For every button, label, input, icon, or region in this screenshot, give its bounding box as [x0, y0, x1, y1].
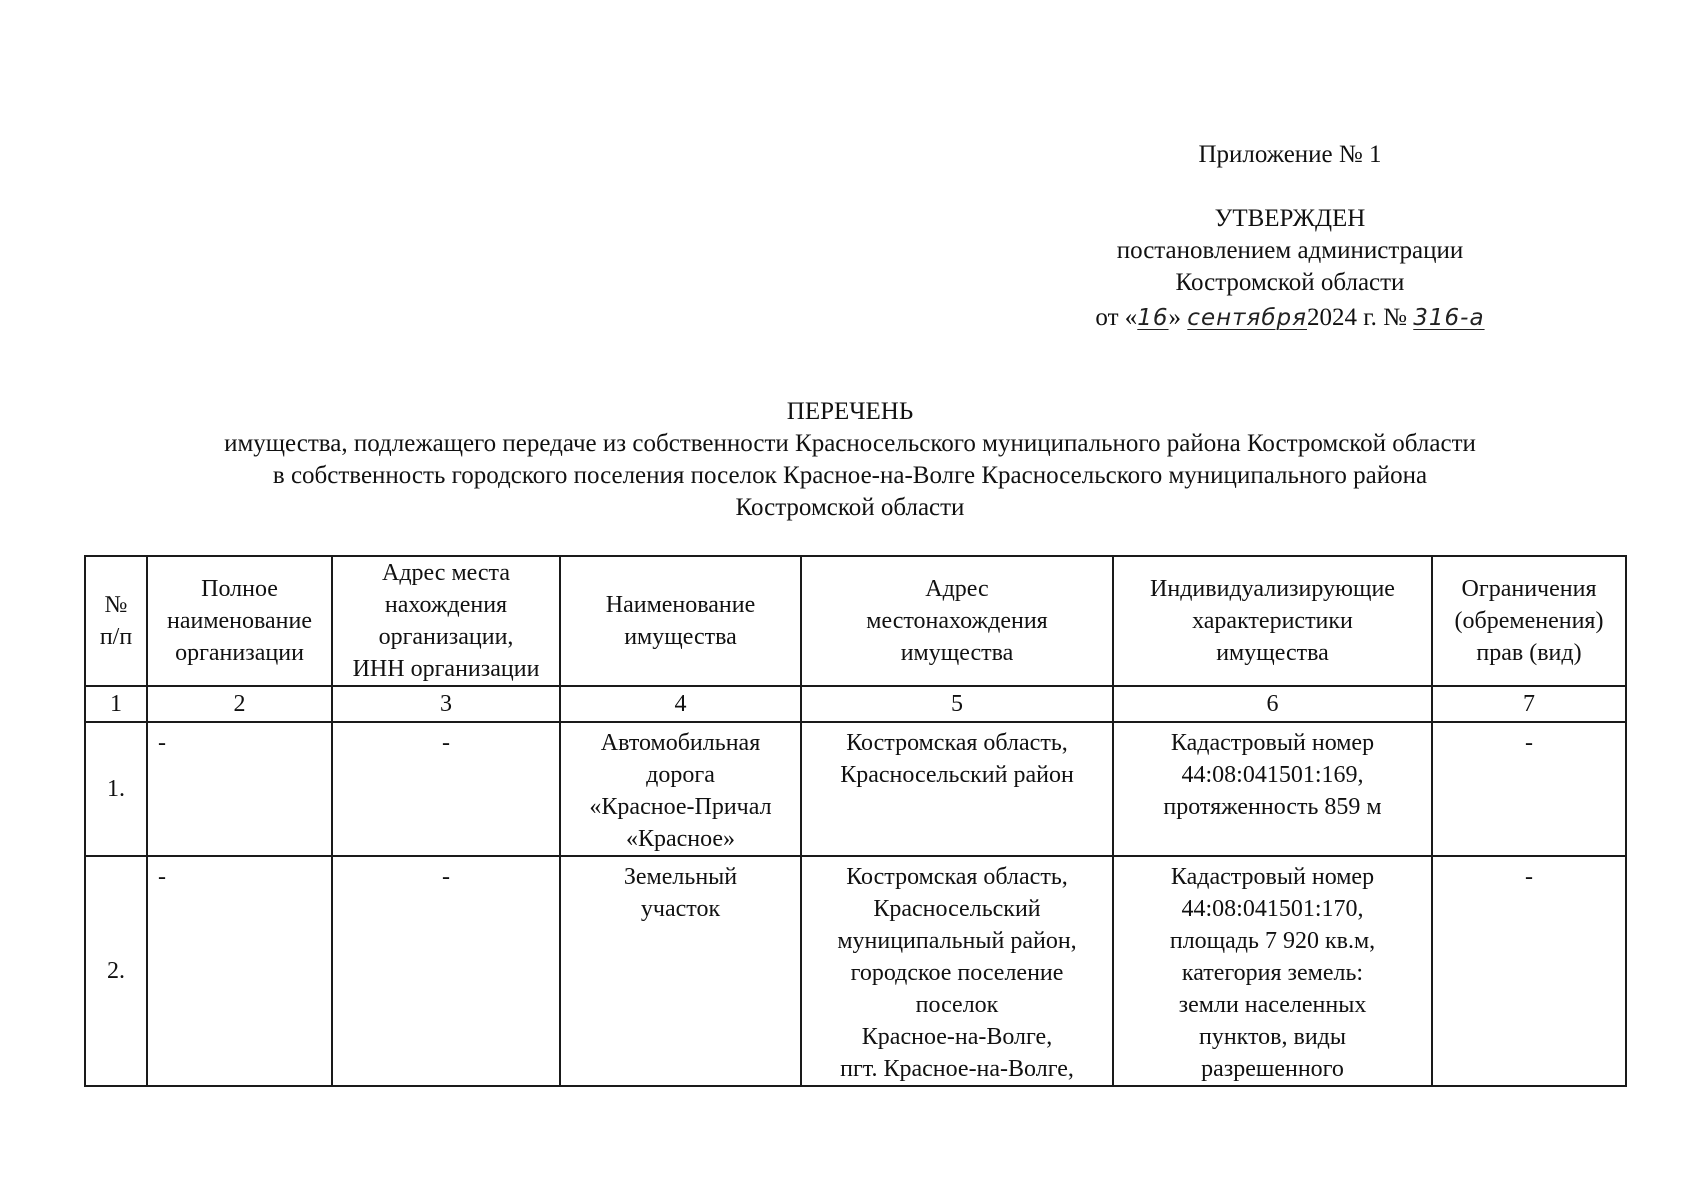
title-line-2: в собственность городского поселения поселок Красное-на-Волге Красносельского муниципального района — [272, 462, 1428, 489]
property-name-cell: Автомобильная дорога «Красное-Причал «Красное» — [560, 722, 801, 856]
decree-line-2: Костромской области — [1175, 269, 1405, 296]
column-number: 3 — [332, 686, 560, 722]
property-address-cell: Костромская область, Красносельский муниципальный район, городское поселение поселок Красное-на-Волге, пгт. Красное-на-Волге, — [801, 856, 1113, 1086]
document-title — [80, 396, 1620, 524]
header-col-5: Адрес местонахождения имущества — [801, 556, 1113, 686]
table-header-row — [85, 556, 1626, 686]
org-name-cell: - — [147, 856, 332, 1086]
table-row — [85, 722, 1626, 856]
property-table — [84, 555, 1627, 1087]
restrictions-cell: - — [1432, 722, 1626, 856]
column-number: 5 — [801, 686, 1113, 722]
approved-stamp-text: УТВЕРЖДЕН — [1214, 205, 1366, 232]
org-address-cell: - — [332, 722, 560, 856]
table-row — [85, 856, 1626, 1086]
column-number: 7 — [1432, 686, 1626, 722]
restrictions-cell: - — [1432, 856, 1626, 1086]
column-number: 4 — [560, 686, 801, 722]
decree-date-line — [1040, 301, 1540, 335]
column-number: 6 — [1113, 686, 1432, 722]
row-number: 1. — [85, 722, 147, 856]
title-line-3: Костромской области — [735, 494, 965, 521]
decree-line-1: постановлением администрации — [1116, 237, 1464, 264]
date-prefix: от « — [1095, 304, 1138, 331]
org-address-cell: - — [332, 856, 560, 1086]
header-col-4: Наименование имущества — [560, 556, 801, 686]
column-number-row — [85, 686, 1626, 722]
column-number: 2 — [147, 686, 332, 722]
header-col-7: Ограничения (обременения) прав (вид) — [1432, 556, 1626, 686]
row-number: 2. — [85, 856, 147, 1086]
characteristics-cell: Кадастровый номер 44:08:041501:170, площадь 7 920 кв.м, категория земель: земли населенных пунктов, виды разрешенного — [1113, 856, 1432, 1086]
annex-number: Приложение № 1 — [1198, 141, 1382, 168]
header-col-1: № п/п — [85, 556, 147, 686]
property-name-cell: Земельный участок — [560, 856, 801, 1086]
header-col-3: Адрес места нахождения организации, ИНН организации — [332, 556, 560, 686]
column-number: 1 — [85, 686, 147, 722]
title-heading: ПЕРЕЧЕНЬ — [786, 398, 914, 425]
handwritten-month: сентября — [1187, 305, 1307, 331]
handwritten-day: 16 — [1137, 305, 1169, 331]
header-col-2: Полное наименование организации — [147, 556, 332, 686]
date-mid: » — [1168, 304, 1182, 331]
header-col-6: Индивидуализирующие характеристики имущества — [1113, 556, 1432, 686]
org-name-cell: - — [147, 722, 332, 856]
date-year: 2024 г. № — [1306, 304, 1408, 331]
property-address-cell: Костромская область, Красносельский район — [801, 722, 1113, 856]
characteristics-cell: Кадастровый номер 44:08:041501:169, протяженность 859 м — [1113, 722, 1432, 856]
handwritten-number: 316-а — [1413, 305, 1485, 331]
title-line-1: имущества, подлежащего передаче из собственности Красносельского муниципального района Костромской области — [224, 430, 1476, 457]
